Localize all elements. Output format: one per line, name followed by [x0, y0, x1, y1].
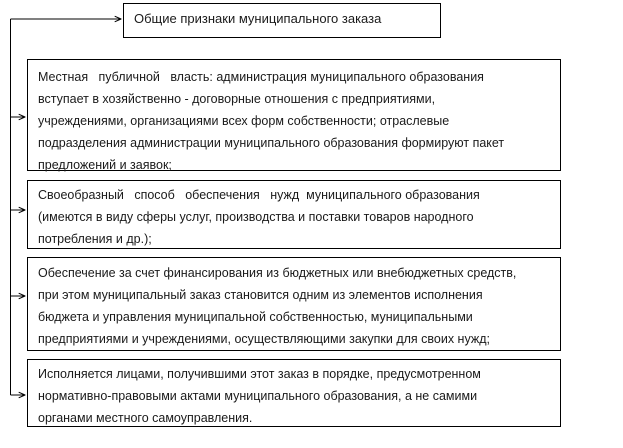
feature-2-line-1: Своеобразный способ обеспечения нужд муниципального образования — [38, 188, 480, 202]
title-box — [123, 3, 441, 38]
feature-4-line-1: Исполняется лицами, получившими этот заказ в порядке, предусмотренном — [38, 367, 481, 381]
feature-1-line-2: вступает в хозяйственно - договорные отношения с предприятиями, — [38, 92, 436, 106]
feature-box-1 — [27, 59, 561, 171]
feature-3-line-4: предприятиями и учреждениями, осуществляющими закупки для своих нужд; — [38, 332, 490, 346]
feature-3-line-2: при этом муниципальный заказ становится одним из элементов исполнения — [38, 288, 483, 302]
feature-1-line-5: предложений и заявок; — [38, 158, 172, 172]
feature-1-line-1: Местная публичной власть: администрация муниципального образования — [38, 70, 484, 84]
feature-2-line-2: (имеются в виду сферы услуг, производства и поставки товаров народного — [38, 210, 474, 224]
feature-1-line-3: учреждениями, организациями всех форм собственности; отраслевые — [38, 114, 450, 128]
feature-box-2 — [27, 180, 561, 249]
feature-box-3 — [27, 257, 561, 351]
feature-3-line-3: бюджета и управления муниципальной собственностью, муниципальными — [38, 310, 473, 324]
feature-3-line-1: Обеспечение за счет финансирования из бюджетных или внебюджетных средств, — [38, 266, 517, 280]
feature-4-line-3: органами местного самоуправления. — [38, 411, 253, 425]
feature-2-line-3: потребления и др.); — [38, 232, 152, 246]
feature-box-4 — [27, 359, 561, 427]
diagram-title: Общие признаки муниципального заказа — [134, 11, 382, 26]
feature-1-line-4: подразделения администрации муниципального образования формируют пакет — [38, 136, 505, 150]
feature-4-line-2: нормативно-правовыми актами муниципального образования, а не самими — [38, 389, 478, 403]
